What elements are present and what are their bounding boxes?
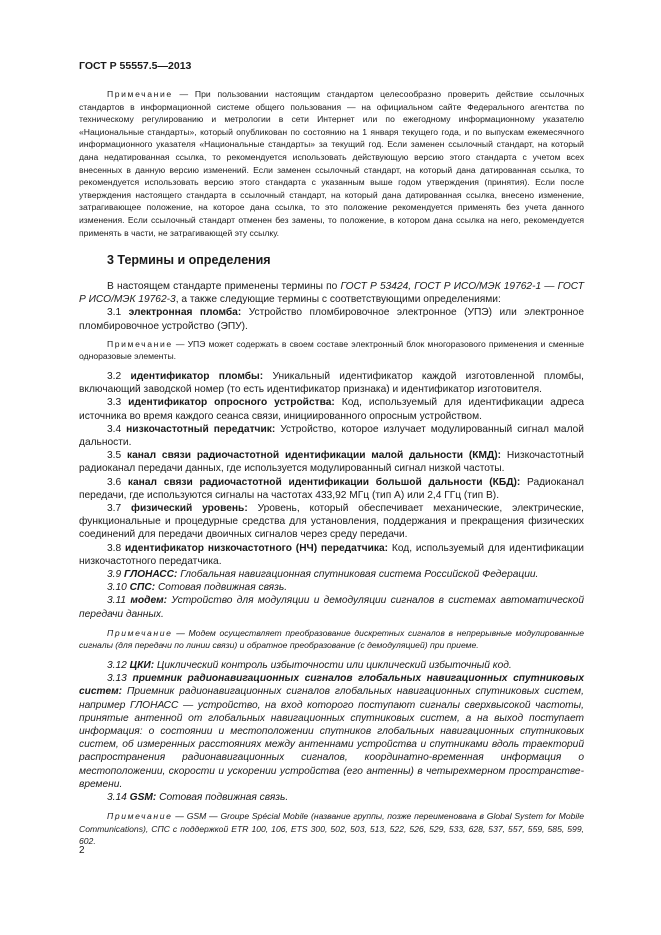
intro-text-a: В настоящем стандарте применены термины по	[107, 281, 341, 292]
term-number: 3.5	[107, 450, 128, 462]
term-3-4	[79, 423, 584, 449]
term-name: идентификатор пломбы:	[130, 371, 264, 382]
term-number: 3.1	[107, 307, 129, 319]
term-name: GSM:	[129, 792, 157, 804]
term-name: канал связи радиочастотной идентификации малой дальности (КМД):	[127, 450, 502, 462]
term-number: 3.7	[107, 503, 132, 515]
term-number: 3.9	[107, 569, 124, 581]
term-3-12	[79, 659, 584, 672]
term-definition: Низкочастотный радиоканал передачи данных, где используется модулированный сигнал низкой частоты.	[79, 450, 584, 475]
term-name: физический уровень:	[131, 503, 248, 515]
term-definition: Глобальная навигационная спутниковая система Российской Федерации.	[177, 569, 539, 581]
term-name: низкочастотный передатчик:	[126, 423, 276, 435]
term-definition: Код, используемый для идентификации низкочастотного передатчика.	[79, 542, 584, 567]
note-dash: —	[172, 811, 187, 822]
term-3-13	[79, 672, 584, 791]
note-dash: —	[172, 338, 188, 349]
note-3-1	[79, 338, 584, 363]
term-3-5	[79, 449, 584, 475]
intro-paragraph	[79, 280, 584, 306]
term-number: 3.13	[107, 673, 133, 685]
term-name: электронная пломба:	[128, 307, 242, 319]
section-body	[79, 280, 584, 848]
term-name: модем:	[130, 595, 168, 607]
term-3-3	[79, 396, 584, 422]
term-definition: Устройство, которое излучает модулированный сигнал малой дальности.	[79, 423, 584, 449]
term-name: идентификатор опросного устройства:	[128, 397, 335, 409]
term-number: 3.2	[107, 371, 131, 382]
term-3-8	[79, 542, 584, 568]
term-name: ЦКИ:	[129, 660, 155, 672]
note-text: Модем осуществляет преобразование дискретных сигналов в непрерывные модулированные сигналы (для передачи по линии связи) и обратное преобразование (с демодуляцией) при приеме.	[79, 627, 584, 651]
term-number: 3.3	[107, 397, 129, 409]
note-text: УПЭ может содержать в своем составе электронный блок многоразового применения и сменные одноразовые элементы.	[79, 338, 584, 362]
note-dash: —	[172, 627, 189, 638]
term-3-2	[79, 370, 584, 396]
term-name: приемник радионавигационных сигналов глобальных навигационных спутниковых систем:	[79, 673, 584, 698]
term-definition: Циклический контроль избыточности или циклический избыточный код.	[154, 660, 512, 672]
standard-header: ГОСТ Р 55557.5—2013	[79, 60, 192, 72]
note-label: Примечание	[107, 627, 173, 638]
term-number: 3.4	[107, 423, 127, 435]
term-number: 3.8	[107, 542, 125, 554]
term-definition: Уровень, который обеспечивает механические, электрические, функциональные и процедурные средства для установления, поддержания и прекращения физических соединений для передачи двоичных сигналов через среду передачи.	[79, 503, 584, 541]
intro-refs: ГОСТ Р 53424, ГОСТ Р ИСО/МЭК 19762-1 — ГОСТ Р ИСО/МЭК 19762-3	[79, 281, 584, 306]
term-definition: Код, используемый для идентификации адреса источника во время каждого сеанса связи, инициированного опросным устройством.	[79, 397, 585, 422]
note-label: Примечание	[107, 811, 173, 822]
note-text: GSM — Groupe Spécial Mobile (название группы, позже переименована в Global System for Mobile Communications), СПС с поддержкой ETR 100, 106, ETS 300, 502, 503, 513, 522, 526, 529, 533, 628, 537, 557, 559, 585, 599, 602.	[79, 811, 584, 847]
term-definition: Приемник радионавигационных сигналов глобальных навигационных спутниковых систем, например ГЛОНАСС — устройство, на вход которого поступают сигналы сверхвысокой частоты, принятые антенной от глобальных навигационных спутниковых систем, а на выход поступает информация: о состоянии и местоположении спутников глобальных навигационных спутниковых систем, об измеренных расстояниях между антеннами устройства и спутниками вдоль траекторий распространения радионавигационных сигналов, координатно-временная информация о местоположении, скорости и ускорении устройства (его антенны) в четырехмерном пространстве-времени.	[79, 686, 584, 790]
term-3-11	[79, 594, 584, 620]
term-number: 3.10	[107, 582, 130, 594]
term-number: 3.12	[107, 660, 130, 672]
term-name: СПС:	[129, 582, 156, 594]
term-number: 3.14	[107, 792, 130, 804]
note-dash: —	[172, 89, 195, 99]
term-definition: Устройство пломбировочное электронное (УПЭ) или электронное пломбировочное устройство (ЭПУ).	[79, 307, 584, 332]
top-note	[79, 88, 584, 239]
term-number: 3.6	[107, 476, 128, 488]
term-3-14	[79, 791, 584, 804]
term-name: ГЛОНАСС:	[124, 569, 178, 581]
term-3-1	[79, 306, 584, 332]
note-label: Примечание	[107, 89, 173, 99]
intro-text-b: , а также следующие термины с соответствующими определениями:	[175, 294, 501, 306]
note-3-14	[79, 810, 584, 848]
term-definition: Уникальный идентификатор каждой изготовленной пломбы, включающий заводской номер (то есть идентификатор признака) и идентификатор изготовителя.	[79, 371, 584, 396]
term-3-10	[79, 581, 584, 594]
term-definition: Устройство для модуляции и демодуляции сигналов в системах автоматической передачи данных.	[79, 595, 584, 620]
section-title: 3 Термины и определения	[107, 253, 271, 267]
term-3-6	[79, 476, 584, 502]
term-number: 3.11	[107, 595, 131, 607]
term-definition: Сотовая подвижная связь.	[156, 792, 289, 804]
term-3-7	[79, 502, 584, 542]
term-3-9	[79, 568, 584, 581]
term-definition: Радиоканал передачи, где используются сигналы на частотах 433,92 МГц (тип А) или 2,4 ГГц (тип В).	[79, 476, 584, 501]
page-number: 2	[79, 845, 85, 856]
term-name: идентификатор низкочастотного (НЧ) передатчика:	[124, 542, 389, 554]
term-definition: Сотовая подвижная связь.	[155, 582, 288, 594]
term-name: канал связи радиочастотной идентификации большой дальности (КБД):	[127, 476, 521, 488]
note-label: Примечание	[107, 338, 173, 349]
top-note-text: При пользовании настоящим стандартом целесообразно проверить действие ссылочных стандартов в информационной системе общего пользования — на официальном сайте Федерального агентства по техническому регулированию и метрологии в сети Интернет или по ежегодному информационному указателю «Национальные стандарты», который опубликован по состоянию на 1 января текущего года, и по выпускам ежемесячного информационного указателя «Национальные стандарты» за текущий год. Если заменен ссылочный стандарт, на который дана недатированная ссылка, то рекомендуется использовать действующую версию этого стандарта с учетом всех внесенных в данную версию изменений. Если заменен ссылочный стандарт, на который дана датированная ссылка, то рекомендуется использовать версию этого стандарта с указанным выше годом утверждения (принятия). Если после утверждения настоящего стандарта в ссылочный стандарт, на который дана датированная ссылка, внесено изменение, затрагивающее положение, на которое дана ссылка, то это положение рекомендуется применять без учета данного изменения. Если ссылочный стандарт отменен без замены, то положение, в котором дана ссылка на него, рекомендуется применять в части, не затрагивающей эту ссылку.	[79, 89, 584, 238]
note-3-11	[79, 627, 584, 652]
